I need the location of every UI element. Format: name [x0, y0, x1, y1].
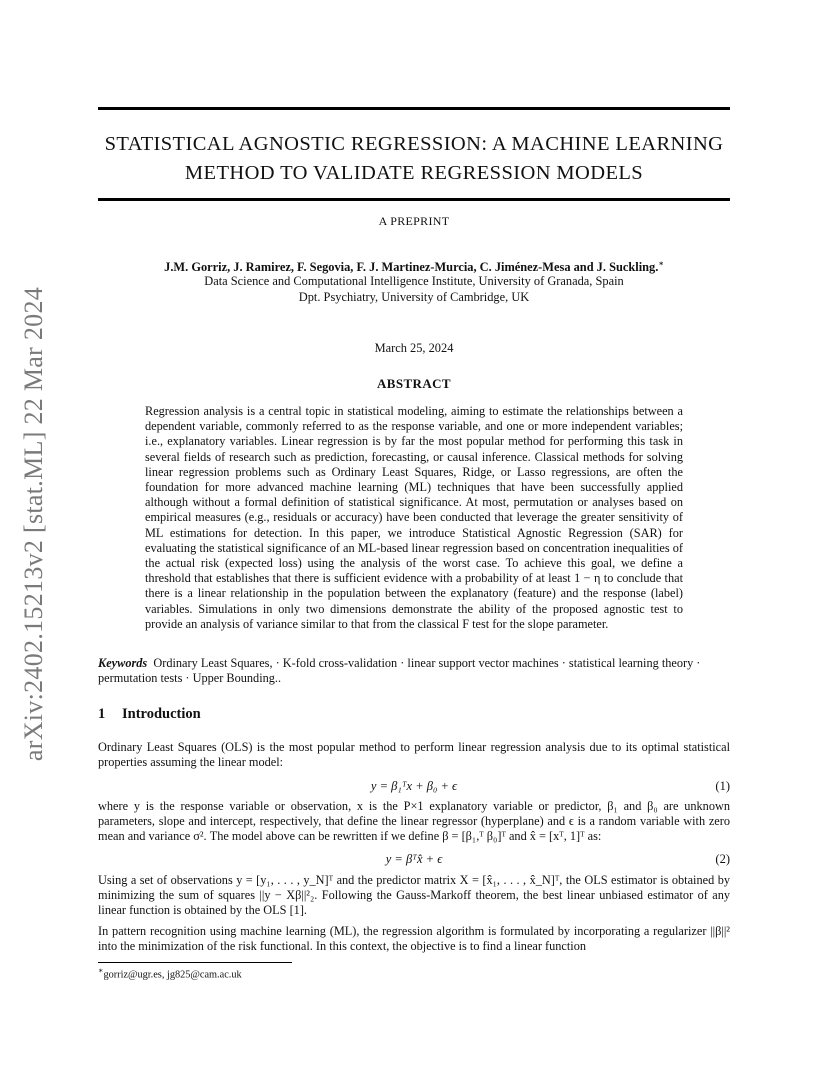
paragraph-4: In pattern recognition using machine learning (ML), the regression algorithm is formulated by incorporating a regularizer ||β||² into the minimization of the risk functional. In this context, the objective is to find a linear function	[98, 924, 730, 954]
author-list	[98, 258, 730, 275]
top-rule	[98, 107, 730, 110]
title-line-1: STATISTICAL AGNOSTIC REGRESSION: A MACHINE LEARNING	[104, 133, 724, 155]
abstract-text: Regression analysis is a central topic in statistical modeling, aiming to estimate the relationships between a dependent variable, commonly referred to as the response variable, and one or more independent variables; i.e., explanatory variables. Linear regression is by far the most popular method for performing this task in several fields of research such as prediction, forecasting, or causal inference. Classical methods for solving linear regression problems such as Ordinary Least Squares, Ridge, or Lasso regressions, are often the foundation for more advanced machine learning (ML) techniques that have been successfully applied although without a formal definition of statistical significance. At most, permutation or analyses based on empirical measures (e.g., residuals or accuracy) have been conducted that leverage the greater sensitivity of ML estimations for detection. In this paper, we introduce Statistical Agnostic Regression (SAR) for evaluating the statistical significance of an ML-based linear regression based on concentration inequalities of the actual risk (expected loss) using the analysis of the worst case. To achieve this goal, we define a threshold that establishes that there is sufficient evidence with a probability of at least 1 − η to conclude that there is a linear relationship in the population between the explanatory (feature) and the response (label) variables. Simulations in only two dimensions demonstrate the ability of the proposed agnostic test to provide an analysis of variance similar to that from the classical F test for the slope parameter.	[145, 404, 683, 631]
abstract-heading: ABSTRACT	[377, 376, 451, 391]
section-title: Introduction	[122, 706, 201, 722]
author-names: J.M. Gorriz, J. Ramirez, F. Segovia, F. J. Martinez-Murcia, C. Jiménez-Mesa and J. Suckling.	[164, 260, 659, 275]
equation-2-label: (2)	[715, 852, 730, 866]
title-line-2: METHOD TO VALIDATE REGRESSION MODELS	[184, 162, 644, 184]
preprint-label: A PREPRINT	[378, 214, 450, 228]
paper-title	[98, 130, 730, 188]
equation-2-body: y = βᵀx̂ + ϵ	[385, 852, 443, 866]
footnote-mark: ∗	[98, 966, 104, 975]
paragraph-2: where y is the response variable or observation, x is the P×1 explanatory variable or predictor, β₁ and β₀ are unknown parameters, slope and intercept, respectively, that define the linear regressor (hyperplane) and ϵ is a random variable with zero mean and variance σ². The model above can be rewritten if we define β = [β₁,ᵀ β₀]ᵀ and x̂ = [xᵀ, 1]ᵀ as:	[98, 799, 730, 844]
equation-1-body: y = β₁ᵀx + β₀ + ϵ	[370, 779, 458, 793]
section-number: 1	[98, 706, 106, 722]
arxiv-id-text: arXiv:2402.15213v2 [stat.ML] 22 Mar 2024	[19, 286, 48, 762]
footnote-text: gorriz@ugr.es, jg825@cam.ac.uk	[103, 969, 242, 981]
title-rule	[98, 198, 730, 201]
footnote-rule	[98, 962, 292, 963]
keywords-label: Keywords	[98, 656, 148, 670]
section-heading	[98, 706, 201, 723]
keywords-text: Ordinary Least Squares, · K-fold cross-validation · linear support vector machines · statistical learning theory · permutation tests · Upper Bounding..	[98, 656, 701, 686]
arxiv-identifier	[14, 274, 54, 774]
paragraph-3: Using a set of observations y = [y₁, . . . , y_N]ᵀ and the predictor matrix X = [x̂₁, . . . , x̂_N]ᵀ, the OLS estimator is obtained by minimizing the sum of squares ||y − Xβ||²₂. Following the Gauss-Markoff theorem, the best linear unbiased estimator of any linear function is obtained by the OLS [1].	[98, 873, 730, 918]
equation-1-label: (1)	[715, 779, 730, 793]
author-footnote-mark: ∗	[658, 259, 664, 268]
publication-date: March 25, 2024	[374, 341, 454, 355]
footnote	[98, 966, 242, 980]
keywords	[98, 656, 730, 686]
paragraph-1: Ordinary Least Squares (OLS) is the most popular method to perform linear regression analysis due to its optimal statistical properties assuming the linear model:	[98, 740, 730, 770]
affiliation-2: Dpt. Psychiatry, University of Cambridge, UK	[298, 290, 530, 304]
affiliation-1: Data Science and Computational Intelligence Institute, University of Granada, Spain	[204, 274, 624, 288]
